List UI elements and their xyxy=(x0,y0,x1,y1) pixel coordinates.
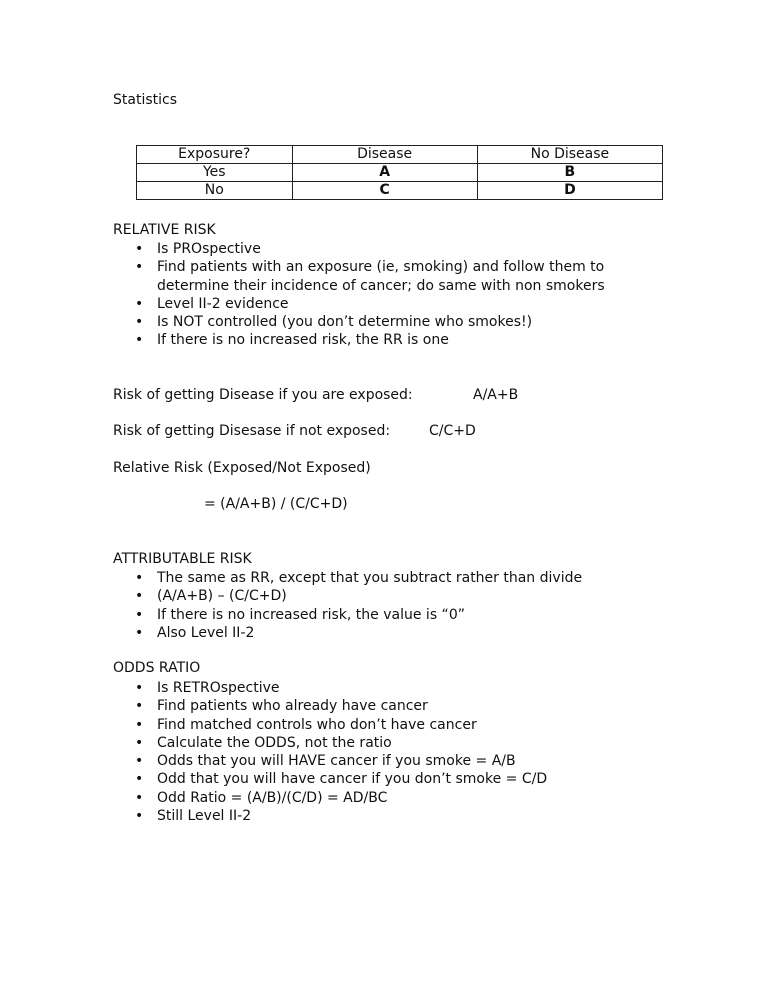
not-exposed-risk-value: C/C+D xyxy=(429,423,476,439)
list-item: • Also Level II-2 xyxy=(135,624,675,642)
table-header-row xyxy=(137,146,663,164)
table-cell: No xyxy=(137,182,293,200)
table-cell: A xyxy=(292,164,477,182)
table-cell: D xyxy=(477,182,662,200)
list-item: • Odd that you will have cancer if you don’t smoke = C/D xyxy=(135,770,675,788)
list-item: • Find matched controls who don’t have cancer xyxy=(135,716,675,734)
attributable-risk-list xyxy=(135,569,675,642)
exposure-table xyxy=(136,145,663,200)
page-title: Statistics xyxy=(113,92,177,108)
attributable-risk-heading: ATTRIBUTABLE RISK xyxy=(113,551,252,567)
list-item: • Odds that you will HAVE cancer if you smoke = A/B xyxy=(135,752,675,770)
odds-ratio-heading: ODDS RATIO xyxy=(113,660,201,676)
list-item: • Level II-2 evidence xyxy=(135,295,675,313)
list-item: • Is PROspective xyxy=(135,240,675,258)
list-item: • If there is no increased risk, the RR is one xyxy=(135,331,675,349)
list-item: • Find patients who already have cancer xyxy=(135,697,675,715)
relative-risk-label: Relative Risk (Exposed/Not Exposed) xyxy=(113,460,371,476)
list-item: • (A/A+B) – (C/C+D) xyxy=(135,587,675,605)
table-cell: B xyxy=(477,164,662,182)
table-header-cell: Disease xyxy=(292,146,477,164)
list-item: • If there is no increased risk, the value is “0” xyxy=(135,606,675,624)
table-header-cell: Exposure? xyxy=(137,146,293,164)
relative-risk-list xyxy=(135,240,675,350)
table-cell: Yes xyxy=(137,164,293,182)
not-exposed-risk-label: Risk of getting Disesase if not exposed: xyxy=(113,423,391,439)
table-row xyxy=(137,164,663,182)
relative-risk-formula: = (A/A+B) / (C/C+D) xyxy=(204,496,348,512)
table-row xyxy=(137,182,663,200)
relative-risk-heading: RELATIVE RISK xyxy=(113,222,216,238)
table-header-cell: No Disease xyxy=(477,146,662,164)
list-item: • Still Level II-2 xyxy=(135,807,675,825)
list-item: • Find patients with an exposure (ie, smoking) and follow them to determine their incidence of cancer; do same with non smokers xyxy=(135,258,675,295)
list-item: • The same as RR, except that you subtract rather than divide xyxy=(135,569,675,587)
exposed-risk-value: A/A+B xyxy=(473,387,519,403)
exposed-risk-label: Risk of getting Disease if you are exposed: xyxy=(113,387,413,403)
table-cell: C xyxy=(292,182,477,200)
list-item: • Odd Ratio = (A/B)/(C/D) = AD/BC xyxy=(135,789,675,807)
list-item: • Calculate the ODDS, not the ratio xyxy=(135,734,675,752)
list-item: • Is RETROspective xyxy=(135,679,675,697)
list-item: • Is NOT controlled (you don’t determine who smokes!) xyxy=(135,313,675,331)
odds-ratio-list xyxy=(135,679,675,825)
